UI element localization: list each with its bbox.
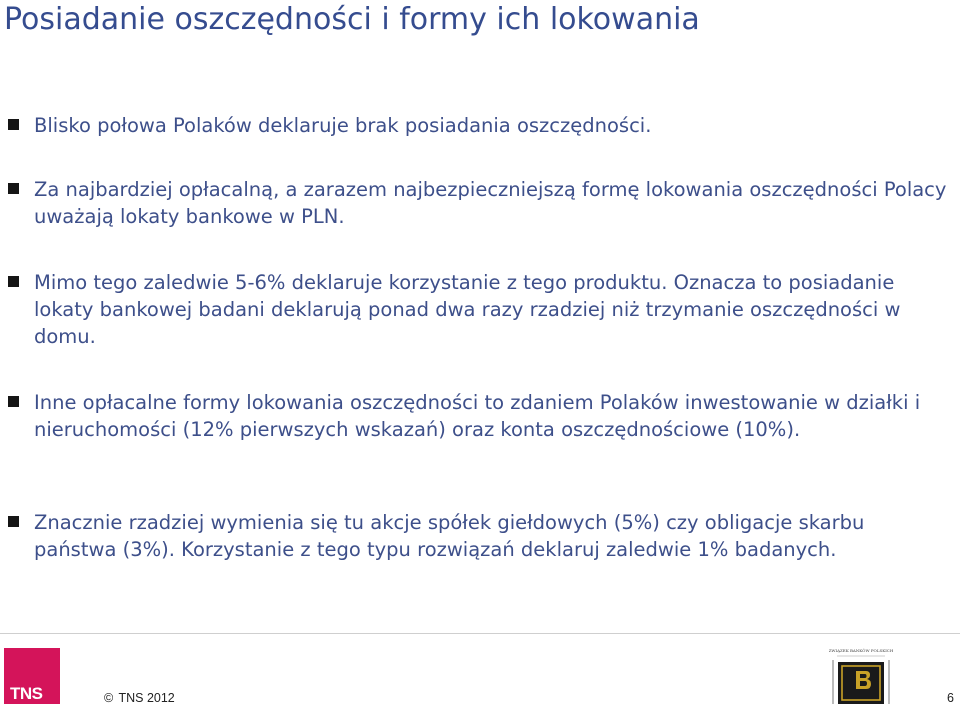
tns-logo-text: TNS (10, 684, 43, 703)
bullet-text: Znacznie rzadziej wymienia się tu akcje spółek giełdowych (5%) czy obligacje skarbu państwa (3%). Korzystanie z tego typu rozwiązań deklaruj zaledwie 1% badanych. (34, 511, 865, 561)
tns-logo (4, 648, 60, 704)
bullet-item (8, 389, 948, 443)
square-bullet-icon (8, 276, 19, 287)
page-number: 6 (947, 691, 954, 705)
bullet-item (8, 509, 948, 563)
copyright-icon: © (104, 691, 114, 705)
copyright (104, 690, 175, 706)
bullet-text: Za najbardziej opłacalną, a zarazem najbezpieczniejszą formę lokowania oszczędności Polacy uważają lokaty bankowe w PLN. (34, 178, 947, 228)
copyright-text: TNS 2012 (118, 691, 175, 705)
square-bullet-icon (8, 516, 19, 527)
bullet-text: Inne opłacalne formy lokowania oszczędności to zdaniem Polaków inwestowanie w działki i nieruchomości (12% pierwszych wskazań) oraz konta oszczędnościowe (10%). (34, 391, 921, 441)
square-bullet-icon (8, 396, 19, 407)
bullet-item (8, 176, 948, 230)
zbp-logo-caption: ZWIĄZEK BANKÓW POLSKICH (829, 648, 893, 653)
bullet-text: Mimo tego zaledwie 5-6% deklaruje korzystanie z tego produktu. Oznacza to posiadanie lokaty bankowej badani deklarują ponad dwa razy rzadziej niż trzymanie oszczędności w domu. (34, 271, 901, 348)
zbp-logo (829, 646, 893, 706)
bullet-item (8, 112, 948, 139)
bullet-text: Blisko połowa Polaków deklaruje brak posiadania oszczędności. (34, 114, 652, 137)
square-bullet-icon (8, 119, 19, 130)
footer-divider (0, 633, 960, 634)
slide-title: Posiadanie oszczędności i formy ich lokowania (4, 2, 700, 37)
bullet-item (8, 269, 948, 350)
square-bullet-icon (8, 183, 19, 194)
